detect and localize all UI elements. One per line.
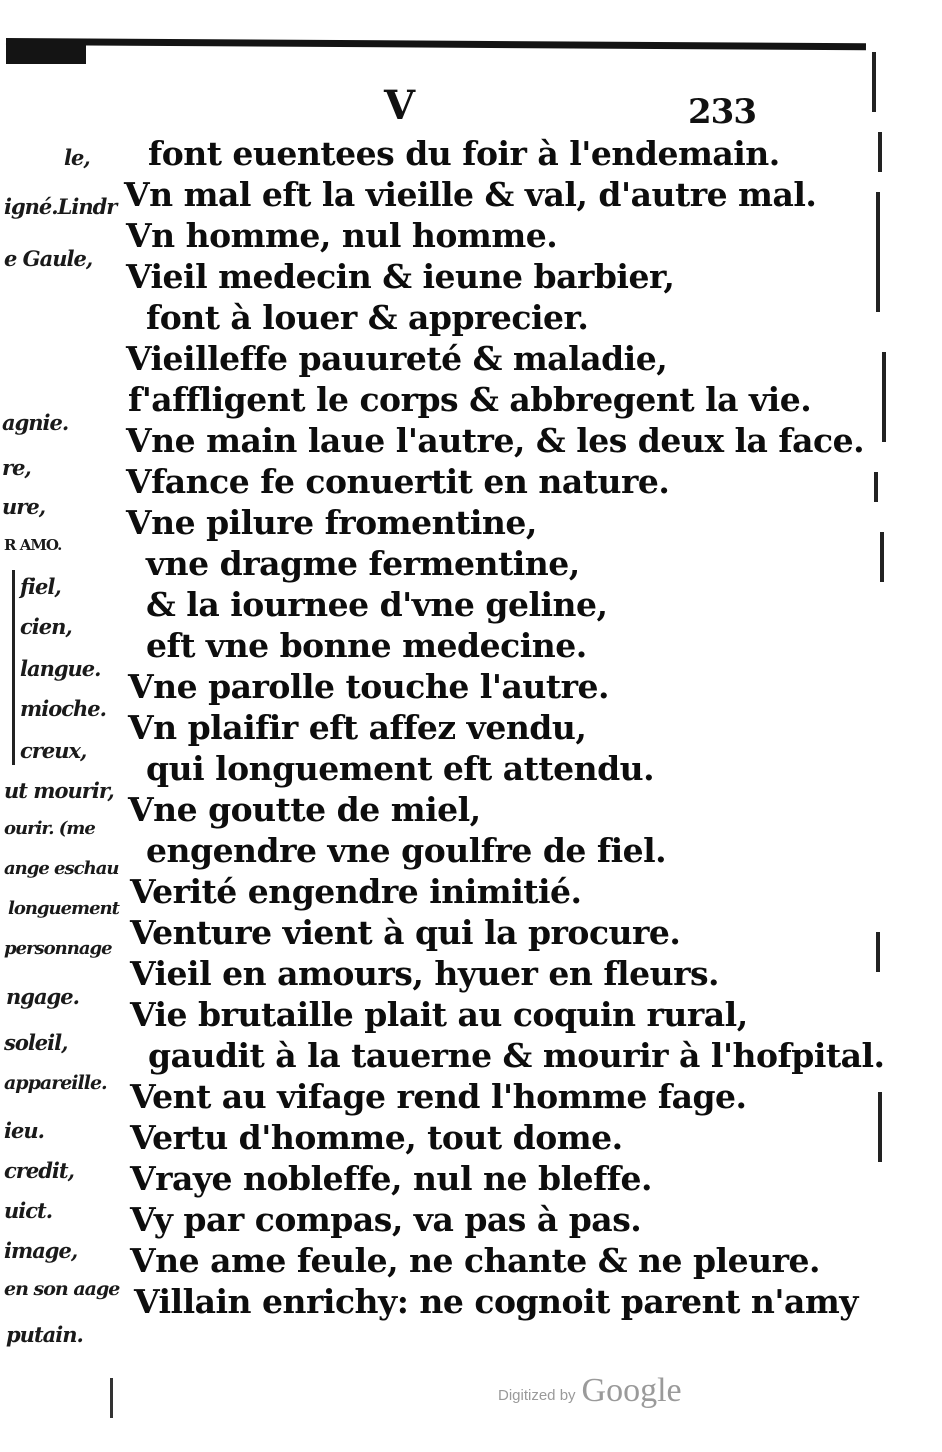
margin-fragment: langue.	[20, 656, 101, 681]
text-line: Vne main laue l'autre, & les deux la face.	[126, 421, 865, 460]
margin-fragment: appareille.	[4, 1072, 107, 1094]
text-line: Vne goutte de miel,	[128, 790, 481, 829]
margin-fragment: ngage.	[6, 984, 79, 1009]
text-line: Vieil medecin & ieune barbier,	[126, 257, 675, 296]
margin-fragment: R AMO.	[4, 536, 62, 554]
margin-fragment: ure,	[2, 494, 46, 519]
margin-fragment: mioche.	[20, 696, 106, 721]
text-line: Vy par compas, va pas à pas.	[130, 1200, 642, 1239]
text-line: eft vne bonne medecine.	[146, 626, 587, 665]
margin-fragment: soleil,	[4, 1030, 68, 1055]
margin-fragment: ieu.	[4, 1118, 44, 1143]
text-line: vne dragme fermentine,	[146, 544, 580, 583]
text-line: Verité engendre inimitié.	[130, 872, 582, 911]
margin-fragment: longuement	[8, 898, 119, 919]
margin-fragment: agnie.	[2, 410, 69, 435]
text-line: & la iournee d'vne geline,	[146, 585, 608, 624]
text-line: f'affligent le corps & abbregent la vie.	[128, 380, 812, 419]
margin-fragment: credit,	[4, 1158, 74, 1183]
margin-fragment: fiel,	[20, 574, 61, 599]
margin-fragment: e Gaule,	[4, 246, 93, 271]
text-line: Vent au vifage rend l'homme fage.	[130, 1077, 747, 1116]
page-number: 233	[688, 92, 756, 132]
margin-fragment: le,	[64, 145, 90, 170]
google-wordmark: Google	[581, 1372, 682, 1409]
text-line: Vne ame feule, ne chante & ne pleure.	[130, 1241, 820, 1280]
text-line: Vieil en amours, hyuer en fleurs.	[130, 954, 720, 993]
text-line: Vertu d'homme, tout dome.	[130, 1118, 623, 1157]
text-line: gaudit à la tauerne & mourir à l'hofpital.	[148, 1036, 885, 1075]
text-line: font à louer & apprecier.	[146, 298, 589, 337]
margin-fragment: personnage	[4, 938, 112, 959]
margin-fragment: image,	[4, 1238, 78, 1263]
margin-fragment: creux,	[20, 738, 87, 763]
text-line: qui longuement eft attendu.	[146, 749, 655, 788]
margin-fragment: en son aage	[4, 1278, 120, 1300]
text-line: Vn homme, nul homme.	[126, 216, 558, 255]
text-line: Vn plaifir eft affez vendu,	[128, 708, 587, 747]
margin-fragment: cien,	[20, 614, 72, 639]
margin-fragment: re,	[2, 455, 31, 480]
text-line: Vie brutaille plait au coquin rural,	[130, 995, 748, 1034]
text-line: Vne pilure fromentine,	[126, 503, 537, 542]
text-line: Villain enrichy: ne cognoit parent n'amy	[134, 1282, 858, 1321]
margin-fragment: putain.	[6, 1322, 83, 1347]
text-line: Venture vient à qui la procure.	[130, 913, 681, 952]
section-letter: V	[384, 82, 416, 129]
text-line: Vn mal eft la vieille & val, d'autre mal.	[124, 175, 817, 214]
text-line: Vne parolle touche l'autre.	[128, 667, 609, 706]
margin-fragment: ange eschau	[4, 858, 119, 879]
text-line: Vfance fe conuertit en nature.	[126, 462, 670, 501]
margin-fragment: ourir. (me	[4, 818, 95, 839]
text-line: font euentees du foir à l'endemain.	[148, 134, 780, 173]
margin-fragment: ut mourir,	[4, 778, 114, 803]
margin-fragment: igné.Lindr	[4, 194, 117, 219]
margin-fragment: uict.	[4, 1198, 53, 1223]
text-line: engendre vne goulfre de fiel.	[146, 831, 667, 870]
text-line: Vieilleffe pauureté & maladie,	[126, 339, 668, 378]
digitized-label: Digitized by	[498, 1387, 576, 1404]
text-line: Vraye nobleffe, nul ne bleffe.	[130, 1159, 652, 1198]
digitized-by-google-watermark	[498, 1370, 682, 1410]
